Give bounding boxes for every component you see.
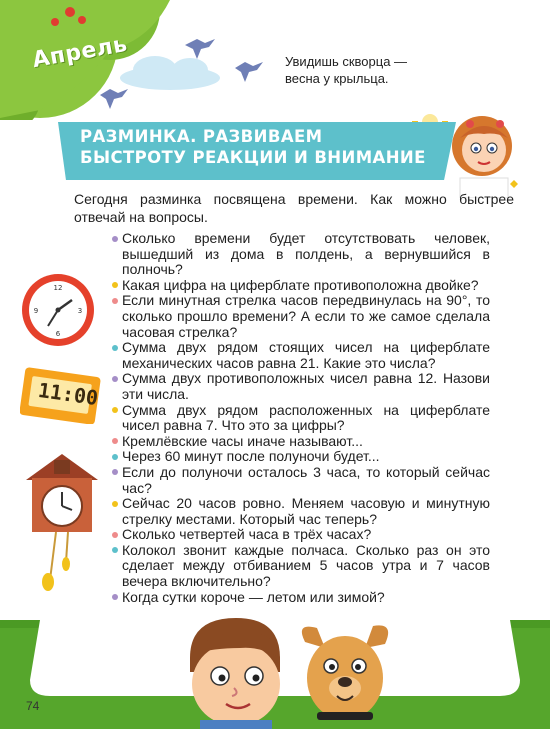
bullet-dot-icon xyxy=(112,454,118,460)
bullet-dot-icon xyxy=(112,469,118,475)
bullet-dot-icon xyxy=(112,376,118,382)
digital-clock-illustration xyxy=(20,366,102,424)
svg-text:6: 6 xyxy=(55,330,61,338)
bullet-dot-icon xyxy=(112,532,118,538)
question-item xyxy=(112,371,490,402)
bullet-dot-icon xyxy=(112,282,118,288)
question-item xyxy=(112,590,490,606)
bullet-dot-icon xyxy=(112,438,118,444)
digital-clock-display: 11:00 xyxy=(36,377,100,411)
question-item xyxy=(112,278,490,294)
month-label: Апрель xyxy=(30,31,130,74)
question-item xyxy=(112,527,490,543)
bullet-dot-icon xyxy=(112,547,118,553)
bullet-dot-icon xyxy=(112,594,118,600)
page-number: 74 xyxy=(26,699,40,713)
svg-text:3: 3 xyxy=(77,307,83,315)
svg-text:12: 12 xyxy=(53,284,63,292)
proverb-line-1: Увидишь скворца — xyxy=(285,54,408,69)
svg-text:9: 9 xyxy=(33,307,39,315)
proverb xyxy=(285,53,465,87)
question-text: Какая цифра на циферблате противоположна двойке? xyxy=(122,276,479,293)
question-text: Сумма двух рядом расположенных на циферблате чисел равна 7. Что это за цифры? xyxy=(122,401,490,434)
question-item xyxy=(112,465,490,496)
analog-clock-illustration xyxy=(18,270,98,350)
question-text: Сколько времени будет отсутствовать человек, вышедший из дома в полдень, а вернувшийся в полночь? xyxy=(122,230,490,278)
intro-text: Сегодня разминка посвящена времени. Как можно быстрее отвечай на вопросы. xyxy=(74,191,514,225)
question-text: Сумма двух рядом стоящих чисел на циферблате механических часов равна 21. Какие это числа? xyxy=(122,339,490,371)
cuckoo-clock-illustration xyxy=(22,452,102,592)
question-item xyxy=(112,231,490,278)
question-text: Сумма двух противоположных чисел равна 12. Назови эти числа. xyxy=(122,370,490,402)
question-text: Если минутная стрелка часов передвинулась на 90°, то сколько прошло времени? А если то же самое сделала часовая стрелка? xyxy=(122,292,490,340)
bullet-dot-icon xyxy=(112,407,118,413)
question-item xyxy=(112,434,490,450)
question-item xyxy=(112,340,490,371)
question-text: Сколько четвертей часа в трёх часах? xyxy=(122,526,372,543)
bullet-dot-icon xyxy=(112,345,118,351)
dog-illustration xyxy=(295,620,395,729)
question-item xyxy=(112,449,490,465)
bullet-dot-icon xyxy=(112,236,118,242)
bullet-dot-icon xyxy=(112,501,118,507)
question-text: Через 60 минут после полуночи будет... xyxy=(122,448,380,465)
question-item xyxy=(112,543,490,590)
question-text: Если до полуночи осталось 3 часа, то который сейчас час? xyxy=(122,463,490,496)
bullet-dot-icon xyxy=(112,298,118,304)
question-text: Сейчас 20 часов ровно. Меняем часовую и минутную стрелку местами. Который час теперь? xyxy=(122,495,490,527)
section-title xyxy=(80,126,440,168)
section-title-line-1: РАЗМИНКА. РАЗВИВАЕМ xyxy=(80,127,323,146)
question-text: Кремлёвские часы иначе называют... xyxy=(122,432,363,449)
question-text: Колокол звонит каждые полчаса. Сколько раз он это сделает между отбиванием 5 часов утра и 7 часов вечера включительно? xyxy=(122,541,490,590)
question-item xyxy=(112,403,490,434)
question-item xyxy=(112,293,490,340)
question-text: Когда сутки короче — летом или зимой? xyxy=(122,588,385,605)
section-title-line-2: БЫСТРОТУ РЕАКЦИИ И ВНИМАНИЕ xyxy=(80,148,426,167)
boy-illustration xyxy=(180,612,290,729)
question-item xyxy=(112,496,490,527)
question-list xyxy=(112,231,490,605)
proverb-line-2: весна у крыльца. xyxy=(285,71,389,86)
